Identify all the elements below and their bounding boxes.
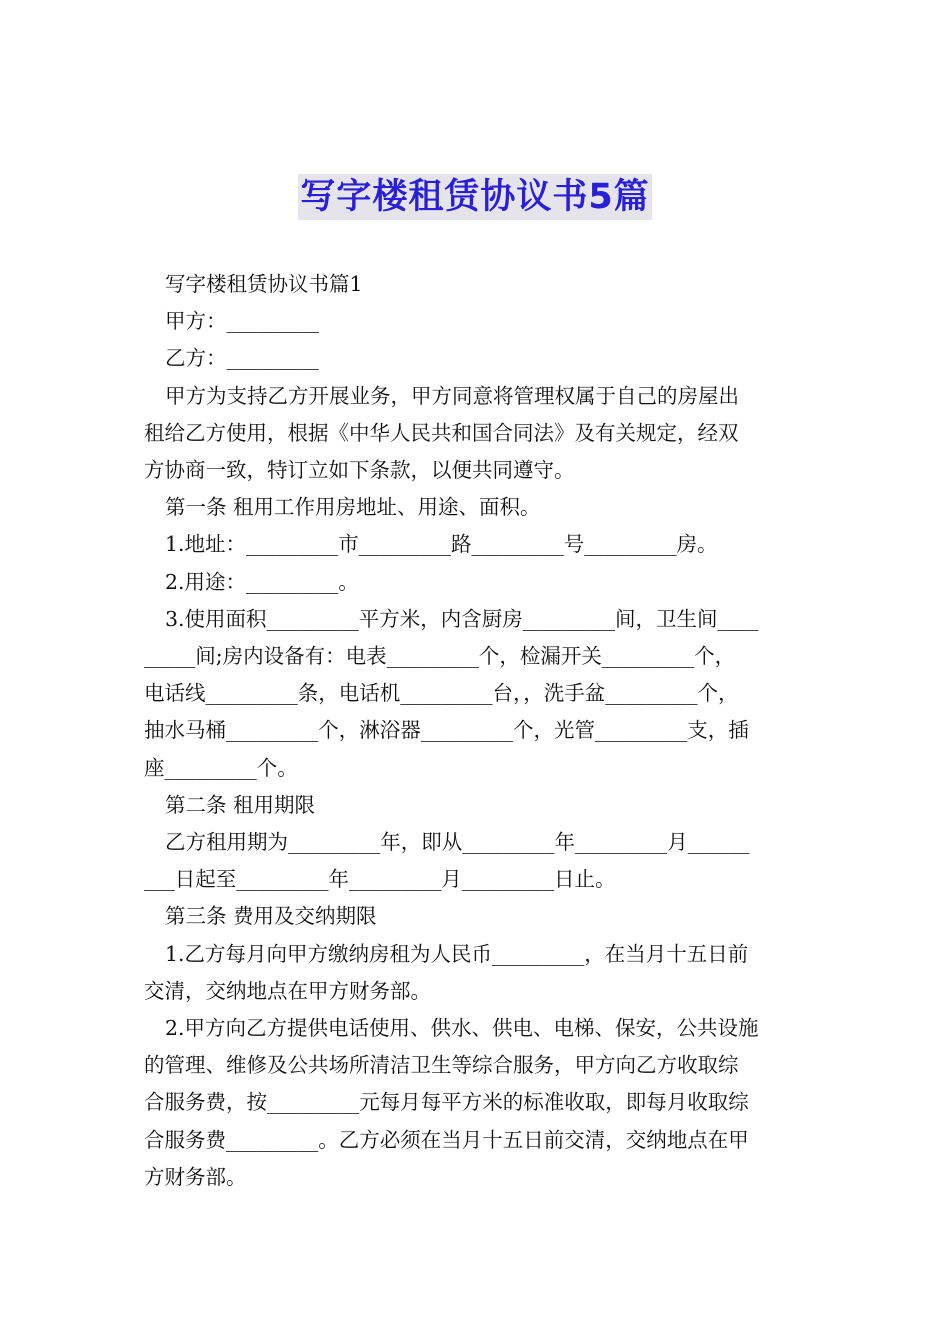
document-body bbox=[144, 266, 808, 1196]
text-line: 3.使用面积_________平方米，内含厨房_________间，卫生间____ bbox=[165, 606, 759, 631]
text-line: ___日起至_________年_________月_________日止。 bbox=[144, 867, 616, 892]
text-line: 电话线_________条，电话机_________台，，洗手盆_________个， bbox=[144, 681, 739, 706]
text-line: 1.乙方每月向甲方缴纳房租为人民币_________，在当月十五日前 bbox=[165, 941, 749, 966]
text-line: 1.地址：_________市_________路_________号_________房。 bbox=[165, 532, 718, 557]
party-b-line: 乙方：_________ bbox=[165, 346, 319, 371]
article-heading: 第三条 费用及交纳期限 bbox=[165, 904, 377, 929]
document-title: 写字楼租赁协议书5篇 bbox=[298, 174, 651, 220]
text-line: _____间;房内设备有：电表_________个，检漏开关_________个， bbox=[144, 644, 736, 669]
text-line: 2.甲方向乙方提供电话使用、供水、供电、电梯、保安，公共设施 bbox=[165, 1016, 759, 1041]
text-line: 合服务费，按_________元每月每平方米的标准收取，即每月收取综 bbox=[144, 1090, 749, 1115]
party-a-line: 甲方：_________ bbox=[165, 309, 319, 334]
text-line: 甲方为支持乙方开展业务，甲方同意将管理权属于自己的房屋出 bbox=[165, 383, 739, 408]
article-heading: 第一条 租用工作用房地址、用途、面积。 bbox=[165, 495, 541, 520]
text-line: 交清，交纳地点在甲方财务部。 bbox=[144, 978, 431, 1003]
text-line: 2.用途：_________。 bbox=[165, 569, 359, 594]
text-line: 方协商一致，特订立如下条款，以便共同遵守。 bbox=[144, 458, 575, 483]
text-line: 座_________个。 bbox=[144, 755, 298, 780]
text-line: 方财务部。 bbox=[144, 1164, 247, 1189]
section-heading: 写字楼租赁协议书篇1 bbox=[165, 272, 363, 296]
article-heading: 第二条 租用期限 bbox=[165, 792, 316, 817]
text-line: 乙方租用期为_________年，即从_________年_________月______ bbox=[165, 830, 750, 855]
text-line: 租给乙方使用，根据《中华人民共和国合同法》及有关规定，经双 bbox=[144, 420, 739, 445]
text-line: 抽水马桶_________个，淋浴器_________个，光管_________支，插 bbox=[144, 718, 749, 743]
text-line: 的管理、维修及公共场所清洁卫生等综合服务，甲方向乙方收取综 bbox=[144, 1053, 739, 1078]
title-container bbox=[0, 174, 950, 220]
text-line: 合服务费_________。乙方必须在当月十五日前交清，交纳地点在甲 bbox=[144, 1127, 749, 1152]
